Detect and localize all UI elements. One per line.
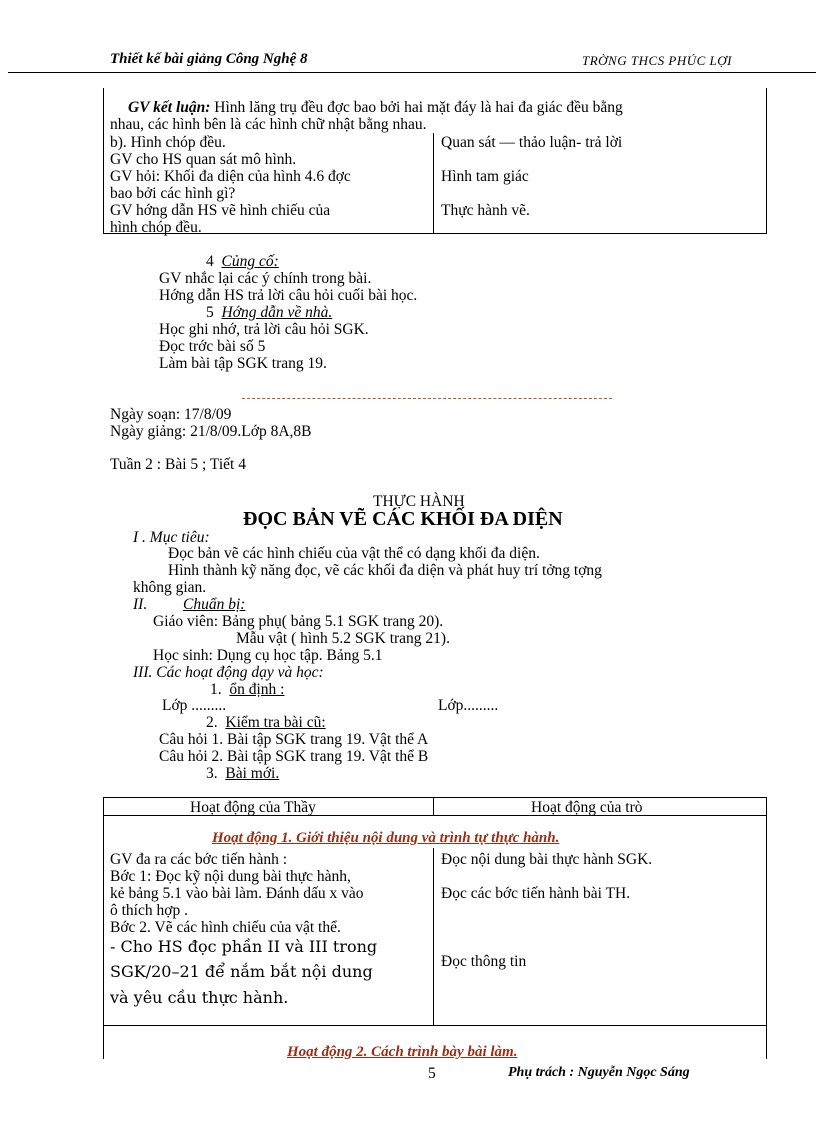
t2-left-big-1: - Cho HS đọc phần II và III trong	[110, 937, 378, 956]
table1-right-border	[766, 88, 767, 234]
muc-tieu-2: Hình thành kỹ năng đọc, vẽ các khối đa diện và phát huy trí tởng tợng	[168, 562, 602, 579]
bai-moi-num: 3.	[206, 765, 218, 782]
t2-right-2: Đọc các bớc tiến hành bài TH.	[441, 885, 631, 902]
header-title: Thiết kế bài giảng Công Nghệ 8	[110, 51, 308, 67]
table2-row-bottom	[103, 1025, 767, 1026]
section4-title: Củng cố:	[221, 253, 279, 270]
section5-title: Hớng dẫn về nhà.	[221, 304, 333, 321]
tuan-bai-tiet: Tuần 2 : Bài 5 ; Tiết 4	[110, 456, 246, 473]
section5-line-3: Làm bài tập SGK trang 19.	[159, 355, 327, 372]
section5-num: 5	[206, 304, 214, 321]
section5-line-2: Đọc trớc bài số 5	[159, 338, 266, 355]
row1-left-2: GV cho HS quan sát mô hình.	[110, 151, 297, 168]
hoc-sinh: Học sinh: Dụng cụ học tập. Bảng 5.1	[153, 647, 383, 664]
t2-left-big-2: SGK/20–21 để nắm bắt nội dung	[110, 962, 373, 981]
table2-head-left: Hoạt động của Thầy	[190, 799, 316, 816]
section4-num: 4	[206, 253, 214, 270]
giao-vien-2: Mẫu vật ( hình 5.2 SGK trang 21).	[236, 630, 450, 647]
cau-hoi-2: Câu hỏi 2. Bài tập SGK trang 19. Vật thể B	[159, 748, 429, 765]
table2-head-divider	[433, 797, 434, 816]
separator	[242, 398, 612, 399]
page-number: 5	[428, 1065, 436, 1082]
lesson-subtitle: THỰC HÀNH	[373, 493, 465, 510]
header-school: TRỜNG THCS PHÚC LỢI	[582, 53, 732, 68]
cau-hoi-1: Câu hỏi 1. Bài tập SGK trang 19. Vật thể A	[159, 731, 429, 748]
row1-left-1: b). Hình chóp đều.	[110, 134, 226, 151]
bai-moi-heading	[206, 765, 279, 782]
kiem-tra-heading	[206, 714, 326, 731]
section4-heading	[206, 253, 279, 270]
footer-author: Phụ trách : Nguyễn Ngọc Sáng	[508, 1065, 690, 1080]
t2-right-3: Đọc thông tin	[441, 953, 527, 970]
table2-row-divider	[433, 848, 434, 1025]
on-dinh-num: 1.	[210, 681, 222, 698]
ngay-giang: Ngày giảng: 21/8/09.Lớp 8A,8B	[110, 423, 312, 440]
t2-left-2: Bớc 1: Đọc kỹ nội dung bài thực hành,	[110, 868, 351, 885]
activity2-title: Hoạt động 2. Cách trình bày bài làm.	[287, 1044, 518, 1060]
muc-tieu-1: Đọc bản vẽ các hình chiếu của vật thể có dạng khối đa diện.	[168, 545, 540, 562]
ngay-soan: Ngày soạn: 17/8/09	[110, 406, 232, 423]
row3-right: Thực hành vẽ.	[441, 202, 530, 219]
t2-left-big-3: và yêu cầu thực hành.	[110, 988, 289, 1007]
t2-left-4: ô thích hợp .	[110, 902, 188, 919]
section5-line-1: Học ghi nhớ, trả lời câu hỏi SGK.	[159, 321, 369, 338]
table1-left-border	[103, 88, 104, 234]
giao-vien-1: Giáo viên: Bảng phụ( bảng 5.1 SGK trang 20).	[153, 613, 444, 630]
header-rule	[8, 72, 816, 73]
row2-left-2: bao bởi các hình gì?	[110, 185, 236, 202]
on-dinh-title: ổn định :	[229, 681, 285, 698]
bai-moi-title: Bài mới.	[225, 765, 280, 782]
table1-divider	[433, 133, 434, 234]
table2-top	[103, 797, 767, 798]
table2-right-border	[766, 797, 767, 1059]
kiem-tra-num: 2.	[206, 714, 218, 731]
muc-tieu-3: không gian.	[133, 579, 207, 596]
t2-left-1: GV đa ra các bớc tiến hành :	[110, 851, 288, 868]
lop-a: Lớp .........	[162, 697, 227, 714]
row2-left-1: GV hỏi: Khối đa diện của hình 4.6 đợc	[110, 168, 351, 185]
muc-tieu-label: I . Mục tiêu:	[133, 529, 210, 546]
chuan-bi-num: II.	[133, 596, 148, 613]
t2-right-1: Đọc nội dung bài thực hành SGK.	[441, 851, 653, 868]
on-dinh-heading	[210, 681, 285, 698]
lop-b: Lớp.........	[438, 697, 499, 714]
table2-left-border	[103, 797, 104, 1059]
row1-right: Quan sát — thảo luận- trả lời	[441, 134, 623, 151]
row3-left-1: GV hớng dẫn HS vẽ hình chiếu của	[110, 202, 331, 219]
chuan-bi-label: Chuẩn bị:	[183, 596, 246, 613]
row3-left-2: hình chóp đều.	[110, 219, 202, 236]
t2-left-5: Bớc 2. Vẽ các hình chiếu của vật thể.	[110, 919, 341, 936]
lesson-title: ĐỌC BẢN VẼ CÁC KHỐI ĐA DIỆN	[243, 508, 563, 530]
table1-bottom	[103, 233, 767, 234]
activity1-title: Hoạt động 1. Giới thiệu nội dung và trình tự thực hành.	[212, 830, 560, 846]
hoat-dong-label: III. Các hoạt động dạy và học:	[133, 664, 324, 681]
section4-line-1: GV nhắc lại các ý chính trong bài.	[159, 270, 372, 287]
conclusion-line	[128, 99, 623, 116]
t2-left-3: kẻ bảng 5.1 vào bài làm. Đánh dấu x vào	[110, 885, 364, 902]
conclusion-label: GV kết luận:	[128, 99, 211, 116]
table2-head-right: Hoạt động của trò	[531, 799, 643, 816]
kiem-tra-title: Kiểm tra bài cũ:	[225, 714, 326, 731]
row2-right: Hình tam giác	[441, 168, 529, 185]
section5-heading	[206, 304, 332, 321]
section4-line-2: Hớng dẫn HS trả lời câu hỏi cuối bài học.	[159, 287, 418, 304]
conclusion-text: Hình lăng trụ đều đợc bao bởi hai mặt đáy là hai đa giác đều bằng	[210, 99, 623, 116]
conclusion-line-2: nhau, các hình bên là các hình chữ nhật bằng nhau.	[110, 116, 427, 133]
